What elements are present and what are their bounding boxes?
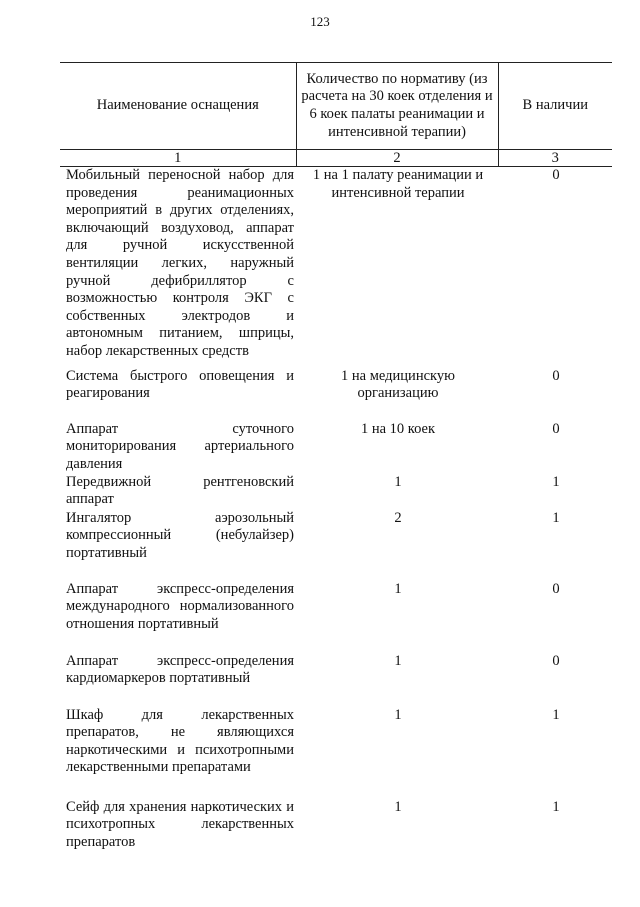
equipment-name: Аппарат экспресс-определения международного нормализованного отношения портативный [66, 580, 294, 632]
equipment-name: Система быстрого оповещения и реагирования [66, 367, 294, 402]
norm-quantity: 1 на 10 коек [360, 420, 436, 437]
norm-quantity: 1 [394, 580, 402, 597]
norm-quantity: 1 [394, 706, 402, 723]
available-quantity: 0 [552, 420, 560, 437]
available-quantity: 0 [552, 367, 560, 384]
table-row [60, 368, 612, 421]
available-quantity: 1 [552, 473, 560, 490]
available-quantity: 0 [552, 167, 560, 183]
equipment-name: Аппарат суточного мониторирования артериального давления [66, 420, 294, 472]
norm-quantity: 2 [394, 509, 402, 526]
available-quantity: 0 [552, 652, 560, 669]
norm-quantity: 1 [394, 652, 402, 669]
norm-quantity: 1 на 1 палату реанимации и интенсивной терапии [312, 167, 484, 201]
equipment-name: Ингалятор аэрозольный компрессионный (небулайзер) портативный [66, 509, 294, 561]
column-number-3: 3 [498, 150, 612, 167]
equipment-name: Шкаф для лекарственных препаратов, не являющихся наркотическими и психотропными лекарственными препаратами [66, 706, 294, 776]
norm-quantity: 1 [394, 798, 402, 815]
available-quantity: 1 [552, 706, 560, 723]
table-row [60, 421, 612, 474]
norm-quantity: 1 на медицинскую организацию [341, 367, 455, 402]
page-number: 123 [310, 14, 330, 29]
norm-quantity: 1 [394, 473, 402, 490]
column-number-2: 2 [296, 150, 498, 167]
table-row [60, 167, 612, 368]
column-number-row [60, 150, 612, 167]
header-norm-quantity: Количество по нормативу (из расчета на 30 коек отделения и 6 коек палаты реанимации и интенсивной терапии) [296, 63, 498, 150]
table-header-row [60, 63, 612, 150]
equipment-name: Сейф для хранения наркотических и психотропных лекарственных препаратов [66, 798, 294, 850]
table-row [60, 653, 612, 707]
table-row [60, 474, 612, 510]
column-number-1: 1 [60, 150, 296, 167]
table-row [60, 707, 612, 799]
table-row [60, 581, 612, 653]
available-quantity: 0 [552, 580, 560, 597]
available-quantity: 1 [552, 509, 560, 526]
equipment-name: Аппарат экспресс-определения кардиомаркеров портативный [66, 652, 294, 687]
table-row [60, 510, 612, 581]
header-name: Наименование оснащения [60, 63, 296, 150]
equipment-name: Мобильный переносной набор для проведения реанимационных мероприятий в других отделениях, включающий воздуховод, аппарат для ручной искусственной вентиляции легких, наружный ручной дефибриллятор с возможностью контроля ЭКГ с собственных электродов и автономным питанием, шприцы, набор лекарственных средств [66, 167, 294, 359]
equipment-table [60, 62, 612, 859]
available-quantity: 1 [552, 798, 560, 815]
equipment-name: Передвижной рентгеновский аппарат [66, 473, 294, 508]
header-available: В наличии [498, 63, 612, 150]
table-row [60, 799, 612, 859]
